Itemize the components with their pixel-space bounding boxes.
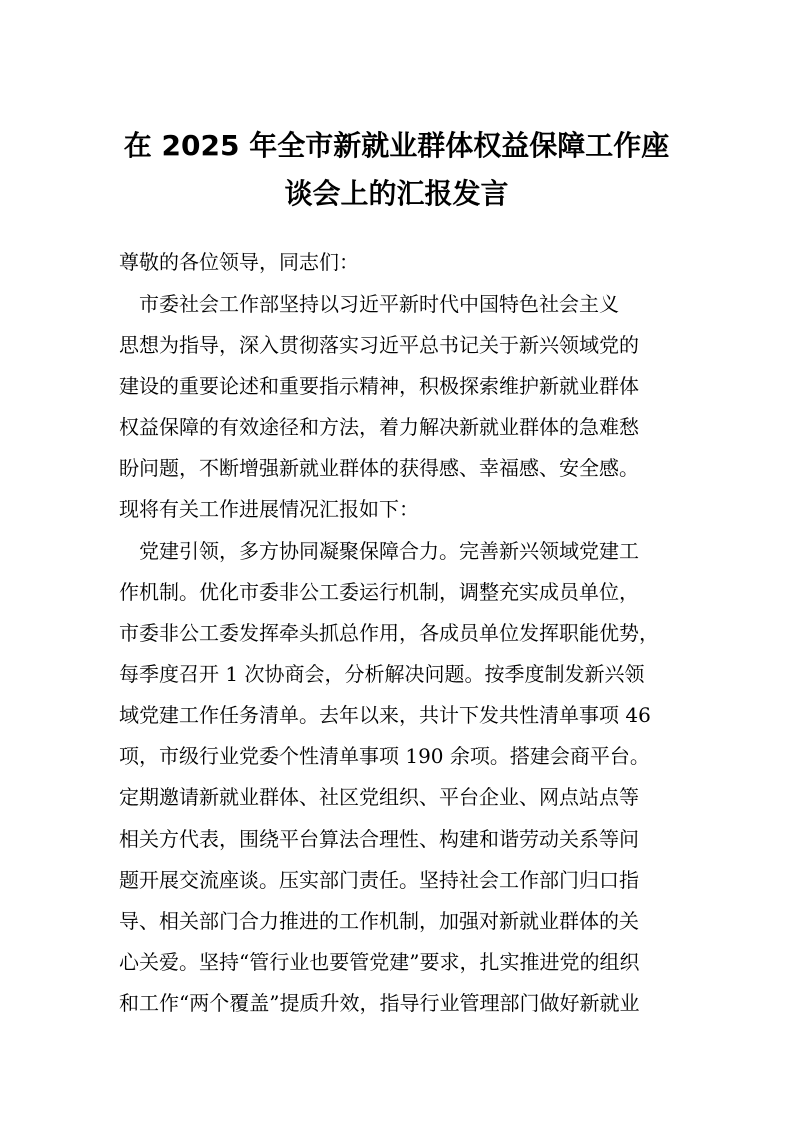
body-line: 作机制。优化市委非公工委运行机制，调整充实成员单位， [119, 580, 639, 604]
body-line: 相关方代表，围绕平台算法合理性、构建和谐劳动关系等问 [119, 827, 639, 851]
body-line: 心关爱。坚持“管行业也要管党建”要求，扎实推进党的组织 [119, 950, 640, 974]
document-title-line-1: 在 2025 年全市新就业群体权益保障工作座 [123, 129, 670, 162]
body-line: 思想为指导，深入贯彻落实习近平总书记关于新兴领域党的 [119, 333, 639, 357]
body-line: 市委非公工委发挥牵头抓总作用，各成员单位发挥职能优势， [119, 621, 659, 645]
body-line: 域党建工作任务清单。去年以来，共计下发共性清单事项 46 [119, 703, 651, 727]
body-line: 项，市级行业党委个性清单事项 190 余项。搭建会商平台。 [119, 744, 650, 768]
document-title-line-2: 谈会上的汇报发言 [284, 177, 509, 210]
body-line: 市委社会工作部坚持以习近平新时代中国特色社会主义 [119, 292, 619, 316]
body-line: 权益保障的有效途径和方法，着力解决新就业群体的急难愁 [119, 415, 639, 439]
body-line: 建设的重要论述和重要指示精神，积极探索维护新就业群体 [119, 374, 639, 398]
body-line: 导、相关部门合力推进的工作机制，加强对新就业群体的关 [119, 909, 639, 933]
body-line: 题开展交流座谈。压实部门责任。坚持社会工作部门归口指 [119, 868, 639, 892]
body-line: 现将有关工作进展情况汇报如下： [119, 497, 419, 521]
body-line: 定期邀请新就业群体、社区党组织、平台企业、网点站点等 [119, 785, 639, 809]
body-line: 盼问题，不断增强新就业群体的获得感、幸福感、安全感。 [119, 456, 639, 480]
salutation: 尊敬的各位领导，同志们： [119, 250, 359, 274]
body-line: 党建引领，多方协同凝聚保障合力。完善新兴领域党建工 [119, 539, 639, 563]
body-line: 和工作“两个覆盖”提质升效，指导行业管理部门做好新就业 [119, 991, 640, 1015]
body-line: 每季度召开 1 次协商会，分析解决问题。按季度制发新兴领 [119, 662, 645, 686]
